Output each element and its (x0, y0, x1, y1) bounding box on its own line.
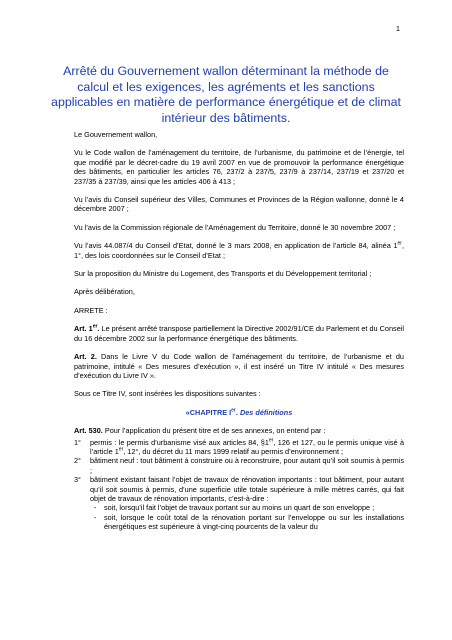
document-title: Arrêté du Gouvernement wallon déterminant la méthode de calcul et les exigences, les agréments et les sanctions applicables en matière de performance énergétique et de climat intérieur des bâtiments. (51, 64, 401, 125)
preamble-council: Vu l’avis du Conseil supérieur des Villes, Communes et Provinces de la Région wallonne, donné le 4 décembre 2007 ; (74, 195, 404, 214)
article-1: Art. 1er. Le présent arrêté transpose partiellement la Directive 2002/91/CE du Parlement et du Conseil du 16 décembre 2002 sur la performance énergétique des bâtiments. (74, 323, 404, 343)
preamble-government: Le Gouvernement wallon, (74, 130, 158, 139)
article-530: Art. 530. Pour l’application du présent titre et de ses annexes, on entend par : (74, 426, 326, 436)
page-number: 1 (395, 24, 400, 33)
list-item: 2° bâtiment neuf : tout bâtiment à construire ou à reconstruire, pour autant qu’il soit soumis à permis ; (74, 456, 404, 475)
preamble-commission: Vu l’avis de la Commission régionale de l’Aménagement du Territoire, donné le 30 novembre 2007 ; (74, 222, 396, 232)
list-item: - soit, lorsqu’il fait l’objet de travaux portant sur au moins un quart de son enveloppe ; (94, 503, 375, 513)
insertion-note: Sous ce Titre IV, sont insérées les dispositions suivantes : (74, 389, 261, 399)
list-item: 1° permis : le permis d’urbanisme visé aux articles 84, §1er, 126 et 127, ou le permis unique visé à l’article 1er, 12°, du décret du 11 mars 1999 relatif au permis d’environnement ; (74, 437, 404, 456)
arrete-heading: ARRETE : (74, 305, 108, 315)
list-item: - soit, lorsque le coût total de la rénovation portant sur l’enveloppe ou sur les installations énergétiques est supérieure à vingt-cinq pourcents de la valeur du (94, 512, 404, 532)
preamble-deliberation: Après délibération, (74, 287, 135, 297)
list-item: 3° bâtiment existant faisant l’objet de travaux de rénovation importants : tout bâtiment, pour autant qu’il soit soumis à permis, d’une superficie utile totale supérieure à mille mètres carrés, qui fait objet de travaux de rénovation importants, c’est-à-dire : (74, 475, 404, 503)
chapter-heading: «CHAPITRE Ier. Des définitions (185, 407, 293, 417)
preamble-conseil-etat: Vu l’avis 44.087/4 du Conseil d’Etat, donné le 3 mars 2008, en application de l’article 84, alinéa 1er, 1°, des lois coordonnées sur le Conseil d’Etat ; (74, 240, 404, 260)
preamble-code: Vu le Code wallon de l’aménagement du territoire, de l’urbanisme, du patrimoine et de l’énergie, tel que modifié par le décret-cadre du 19 avril 2007 en vue de promouvoir la performance énergétique des bâtiments, en particulier les articles 76, 237/2 à 237/5, 237/9 à 237/14, 237/19 et 237/20 et 237/35 à 237/39, ainsi que les articles 406 à 413 ; (74, 148, 404, 186)
document-body (74, 130, 404, 532)
article-2: Art. 2. Dans le Livre V du Code wallon de l’aménagement du territoire, de l’urbanisme et du patrimoine, intitulé « Des mesures d’exécution », il est inséré un Titre IV intitulé « Des mesures d’exécution du Livre IV ». (74, 352, 404, 380)
preamble-minister: Sur la proposition du Ministre du Logement, des Transports et du Développement territorial ; (74, 269, 372, 279)
definitions-list (74, 438, 404, 532)
